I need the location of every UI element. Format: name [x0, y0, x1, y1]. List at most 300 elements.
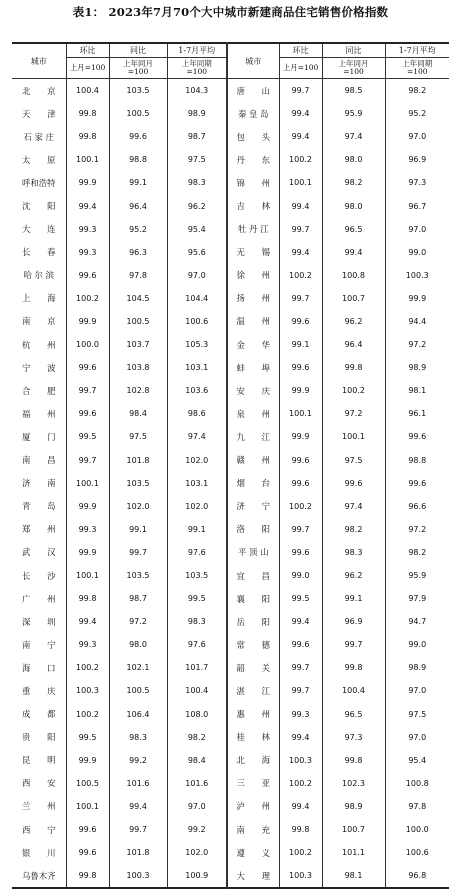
left-yoy-cell: 99.4 — [109, 795, 167, 818]
table-row — [12, 495, 449, 518]
left-avg-cell: 103.1 — [167, 356, 227, 379]
right-avg-cell: 98.1 — [385, 379, 449, 402]
right-avg-cell: 98.9 — [385, 656, 449, 679]
left-city-name-cell: 沈 阳 — [22, 201, 56, 212]
left-city-name-cell: 哈 尔 滨 — [23, 270, 54, 281]
left-city-name-cell: 合 肥 — [22, 385, 56, 396]
left-avg-cell: 99.5 — [167, 587, 227, 610]
left-city-name-cell: 海 口 — [22, 662, 56, 673]
left-city-name-cell: 西 安 — [22, 778, 56, 789]
left-city-name-cell: 太 原 — [22, 154, 56, 165]
right-mom-cell: 99.4 — [279, 795, 322, 818]
table-row — [12, 264, 449, 287]
left-yoy-cell: 99.1 — [109, 171, 167, 194]
left-yoy-cell: 101.8 — [109, 841, 167, 864]
right-yoy-cell: 100.7 — [322, 287, 385, 310]
right-mom-cell: 99.8 — [279, 818, 322, 841]
right-yoy-cell: 96.2 — [322, 310, 385, 333]
subheader-avg-right-line2: =100 — [406, 67, 428, 76]
left-city-name-cell: 西 宁 — [22, 824, 56, 835]
left-city-name-cell: 福 州 — [22, 408, 56, 419]
left-city-name-cell: 北 京 — [22, 85, 56, 96]
right-yoy-cell: 98.2 — [322, 518, 385, 541]
left-mom-cell: 99.9 — [66, 310, 109, 333]
right-avg-cell: 96.7 — [385, 194, 449, 217]
right-yoy-cell: 100.1 — [322, 425, 385, 448]
right-avg-cell: 97.9 — [385, 587, 449, 610]
right-mom-cell: 99.9 — [279, 425, 322, 448]
right-mom-cell: 100.1 — [279, 171, 322, 194]
left-city-name-cell: 深 圳 — [22, 616, 56, 627]
right-avg-cell: 97.0 — [385, 726, 449, 749]
table-row — [12, 656, 449, 679]
right-city-name-cell: 桂 林 — [227, 726, 279, 749]
left-mom-cell: 99.3 — [66, 518, 109, 541]
right-yoy-cell: 99.4 — [322, 241, 385, 264]
left-avg-cell: 102.0 — [167, 495, 227, 518]
table-row — [12, 287, 449, 310]
left-avg-cell: 98.3 — [167, 171, 227, 194]
right-yoy-cell: 98.0 — [322, 148, 385, 171]
price-index-table — [12, 42, 449, 889]
left-avg-cell: 97.5 — [167, 148, 227, 171]
right-mom-cell: 99.1 — [279, 333, 322, 356]
left-mom-cell: 100.2 — [66, 656, 109, 679]
left-mom-cell: 100.1 — [66, 148, 109, 171]
right-avg-cell: 94.7 — [385, 610, 449, 633]
right-mom-cell: 99.4 — [279, 241, 322, 264]
right-mom-cell: 100.2 — [279, 841, 322, 864]
subheader-yoy-left — [109, 58, 167, 79]
left-yoy-cell: 102.8 — [109, 379, 167, 402]
right-avg-cell: 99.0 — [385, 633, 449, 656]
subheader-yoy-right-line1: 上年同月 — [338, 58, 369, 68]
left-yoy-cell: 99.6 — [109, 125, 167, 148]
left-avg-cell: 99.2 — [167, 818, 227, 841]
right-city-name-cell: 唐 山 — [227, 79, 279, 103]
right-city-name-cell: 泸 州 — [227, 795, 279, 818]
subheader-avg-right — [385, 58, 449, 79]
left-city-name-cell: 兰 州 — [22, 801, 56, 812]
right-city-name-cell: 遵 义 — [227, 841, 279, 864]
right-city-name-cell: 北 海 — [227, 749, 279, 772]
header-avg-right: 1-7月平均 — [385, 43, 449, 58]
left-avg-cell: 96.2 — [167, 194, 227, 217]
right-city-name-cell: 扬 州 — [227, 287, 279, 310]
table-title: 表1： 2023年7月70个大中城市新建商品住宅销售价格指数 — [72, 5, 389, 19]
table-row — [12, 194, 449, 217]
left-avg-cell: 105.3 — [167, 333, 227, 356]
right-city-name-cell: 南 充 — [227, 818, 279, 841]
left-yoy-cell: 104.5 — [109, 287, 167, 310]
left-avg-cell: 103.6 — [167, 379, 227, 402]
right-mom-cell: 99.4 — [279, 125, 322, 148]
right-yoy-cell: 98.0 — [322, 194, 385, 217]
right-mom-cell: 99.7 — [279, 656, 322, 679]
header-yoy-left: 同比 — [109, 43, 167, 58]
right-city-name-cell: 九 江 — [227, 425, 279, 448]
left-avg-cell: 104.3 — [167, 79, 227, 103]
left-city-name-cell: 宁 波 — [22, 362, 56, 373]
left-yoy-cell: 106.4 — [109, 703, 167, 726]
table-row — [12, 102, 449, 125]
right-city-name-cell: 洛 阳 — [227, 518, 279, 541]
table-row — [12, 749, 449, 772]
left-city-name-cell: 青 岛 — [22, 501, 56, 512]
price-index-table-container — [12, 42, 449, 889]
right-mom-cell: 99.7 — [279, 679, 322, 702]
right-yoy-cell: 99.8 — [322, 356, 385, 379]
left-mom-cell: 100.2 — [66, 703, 109, 726]
left-avg-cell: 99.1 — [167, 518, 227, 541]
right-avg-cell: 97.0 — [385, 679, 449, 702]
right-city-name-cell: 安 庆 — [227, 379, 279, 402]
right-yoy-cell: 97.4 — [322, 125, 385, 148]
right-yoy-cell: 102.3 — [322, 772, 385, 795]
right-mom-cell: 99.0 — [279, 564, 322, 587]
right-yoy-cell: 98.9 — [322, 795, 385, 818]
right-avg-cell: 98.8 — [385, 449, 449, 472]
right-mom-cell: 99.4 — [279, 194, 322, 217]
left-city-name-cell: 长 沙 — [22, 570, 56, 581]
subheader-yoy-left-line1: 上年同月 — [123, 58, 153, 68]
left-yoy-cell: 97.5 — [109, 425, 167, 448]
left-mom-cell: 99.5 — [66, 726, 109, 749]
left-yoy-cell: 102.1 — [109, 656, 167, 679]
left-city-name-cell: 乌鲁木齐 — [22, 870, 56, 881]
right-mom-cell: 99.6 — [279, 633, 322, 656]
subheader-mom-left: 上月=100 — [66, 58, 109, 79]
table-row — [12, 587, 449, 610]
table-row — [12, 241, 449, 264]
right-avg-cell: 99.0 — [385, 241, 449, 264]
left-city-name-cell: 杭 州 — [22, 339, 56, 350]
left-yoy-cell: 98.4 — [109, 402, 167, 425]
subheader-avg-left-line1: 上年同期 — [181, 58, 212, 68]
right-city-name-cell: 常 德 — [227, 633, 279, 656]
left-mom-cell: 100.5 — [66, 772, 109, 795]
right-avg-cell: 97.2 — [385, 333, 449, 356]
right-city-name-cell: 岳 阳 — [227, 610, 279, 633]
right-avg-cell: 97.2 — [385, 518, 449, 541]
right-avg-cell: 96.1 — [385, 402, 449, 425]
left-mom-cell: 99.8 — [66, 125, 109, 148]
left-mom-cell: 99.5 — [66, 425, 109, 448]
right-mom-cell: 100.1 — [279, 402, 322, 425]
right-avg-cell: 99.6 — [385, 425, 449, 448]
table-row — [12, 79, 449, 103]
left-city-name-cell: 成 都 — [22, 709, 56, 720]
left-city-name-cell: 厦 门 — [22, 431, 56, 442]
left-avg-cell: 102.0 — [167, 449, 227, 472]
left-avg-cell: 101.6 — [167, 772, 227, 795]
right-mom-cell: 99.4 — [279, 726, 322, 749]
right-avg-cell: 96.6 — [385, 495, 449, 518]
right-yoy-cell: 99.6 — [322, 472, 385, 495]
right-city-name-cell: 三 亚 — [227, 772, 279, 795]
right-mom-cell: 100.3 — [279, 749, 322, 772]
right-mom-cell: 100.3 — [279, 864, 322, 888]
right-avg-cell: 96.9 — [385, 148, 449, 171]
right-avg-cell: 97.0 — [385, 125, 449, 148]
right-city-name-cell: 襄 阳 — [227, 587, 279, 610]
header-mom-left: 环比 — [66, 43, 109, 58]
left-yoy-cell: 101.6 — [109, 772, 167, 795]
subheader-yoy-right — [322, 58, 385, 79]
table-row — [12, 795, 449, 818]
right-avg-cell: 97.5 — [385, 703, 449, 726]
right-yoy-cell: 97.2 — [322, 402, 385, 425]
left-yoy-cell: 103.8 — [109, 356, 167, 379]
left-yoy-cell: 99.1 — [109, 518, 167, 541]
subheader-yoy-left-line2: =100 — [127, 67, 149, 76]
left-city-name-cell: 重 庆 — [22, 685, 56, 696]
right-mom-cell: 99.6 — [279, 541, 322, 564]
right-yoy-cell: 95.9 — [322, 102, 385, 125]
left-mom-cell: 99.8 — [66, 587, 109, 610]
left-avg-cell: 97.0 — [167, 264, 227, 287]
left-mom-cell: 99.8 — [66, 102, 109, 125]
left-mom-cell: 99.4 — [66, 194, 109, 217]
left-mom-cell: 100.4 — [66, 79, 109, 103]
left-avg-cell: 108.0 — [167, 703, 227, 726]
subheader-avg-left — [167, 58, 227, 79]
left-avg-cell: 97.0 — [167, 795, 227, 818]
left-mom-cell: 99.6 — [66, 818, 109, 841]
left-mom-cell: 99.4 — [66, 610, 109, 633]
left-mom-cell: 99.6 — [66, 264, 109, 287]
left-yoy-cell: 100.3 — [109, 864, 167, 888]
left-mom-cell: 99.9 — [66, 541, 109, 564]
header-city-right: 城市 — [227, 43, 279, 79]
right-mom-cell: 99.6 — [279, 449, 322, 472]
table-row — [12, 564, 449, 587]
left-avg-cell: 100.6 — [167, 310, 227, 333]
table-row — [12, 310, 449, 333]
table-row — [12, 171, 449, 194]
left-yoy-cell: 103.5 — [109, 472, 167, 495]
header-mom-right: 环比 — [279, 43, 322, 58]
right-city-name-cell: 锦 州 — [227, 171, 279, 194]
right-mom-cell: 99.7 — [279, 79, 322, 103]
right-mom-cell: 100.2 — [279, 148, 322, 171]
left-city-name-cell: 贵 阳 — [22, 732, 56, 743]
right-mom-cell: 99.3 — [279, 703, 322, 726]
right-avg-cell: 100.6 — [385, 841, 449, 864]
right-city-name-cell: 赣 州 — [227, 449, 279, 472]
left-mom-cell: 99.9 — [66, 749, 109, 772]
right-mom-cell: 99.7 — [279, 287, 322, 310]
right-yoy-cell: 100.4 — [322, 679, 385, 702]
left-mom-cell: 99.3 — [66, 218, 109, 241]
right-avg-cell: 95.4 — [385, 749, 449, 772]
table-header — [12, 43, 449, 79]
left-city-name-cell: 南 昌 — [22, 455, 56, 466]
table-row — [12, 402, 449, 425]
right-mom-cell: 100.2 — [279, 495, 322, 518]
right-avg-cell: 97.0 — [385, 218, 449, 241]
header-city-left: 城市 — [12, 43, 66, 79]
right-yoy-cell: 99.7 — [322, 633, 385, 656]
right-yoy-cell: 99.8 — [322, 749, 385, 772]
right-city-name-cell: 宜 昌 — [227, 564, 279, 587]
right-yoy-cell: 96.5 — [322, 218, 385, 241]
subheader-mom-right: 上月=100 — [279, 58, 322, 79]
table-body — [12, 79, 449, 889]
left-mom-cell: 99.8 — [66, 864, 109, 888]
left-mom-cell: 99.9 — [66, 171, 109, 194]
right-yoy-cell: 96.4 — [322, 333, 385, 356]
right-yoy-cell: 100.7 — [322, 818, 385, 841]
table-row — [12, 864, 449, 888]
left-city-name-cell: 广 州 — [22, 593, 56, 604]
right-city-name-cell: 秦 皇 岛 — [227, 102, 279, 125]
right-avg-cell: 100.8 — [385, 772, 449, 795]
right-yoy-cell: 97.5 — [322, 449, 385, 472]
right-yoy-cell: 96.9 — [322, 610, 385, 633]
left-yoy-cell: 95.2 — [109, 218, 167, 241]
right-mom-cell: 100.2 — [279, 772, 322, 795]
left-yoy-cell: 101.8 — [109, 449, 167, 472]
table-row — [12, 472, 449, 495]
right-avg-cell: 98.9 — [385, 356, 449, 379]
right-city-name-cell: 平 顶 山 — [227, 541, 279, 564]
table-row — [12, 518, 449, 541]
right-city-name-cell: 徐 州 — [227, 264, 279, 287]
right-city-name-cell: 济 宁 — [227, 495, 279, 518]
left-avg-cell: 104.4 — [167, 287, 227, 310]
left-city-name-cell: 大 连 — [22, 224, 56, 235]
left-avg-cell: 95.4 — [167, 218, 227, 241]
left-avg-cell: 98.2 — [167, 726, 227, 749]
left-city-name-cell: 长 春 — [22, 247, 56, 258]
left-city-name-cell: 石 家 庄 — [23, 131, 54, 142]
table-row — [12, 841, 449, 864]
right-yoy-cell: 100.8 — [322, 264, 385, 287]
right-yoy-cell: 101.1 — [322, 841, 385, 864]
left-avg-cell: 97.4 — [167, 425, 227, 448]
right-mom-cell: 99.4 — [279, 102, 322, 125]
left-yoy-cell: 103.7 — [109, 333, 167, 356]
right-avg-cell: 100.0 — [385, 818, 449, 841]
table-row — [12, 148, 449, 171]
left-yoy-cell: 97.2 — [109, 610, 167, 633]
right-mom-cell: 99.5 — [279, 587, 322, 610]
right-city-name-cell: 金 华 — [227, 333, 279, 356]
right-avg-cell: 95.9 — [385, 564, 449, 587]
right-city-name-cell: 牡 丹 江 — [227, 218, 279, 241]
left-yoy-cell: 96.3 — [109, 241, 167, 264]
left-mom-cell: 99.7 — [66, 379, 109, 402]
right-mom-cell: 99.9 — [279, 379, 322, 402]
left-yoy-cell: 103.5 — [109, 564, 167, 587]
left-avg-cell: 98.4 — [167, 749, 227, 772]
left-yoy-cell: 99.7 — [109, 818, 167, 841]
left-avg-cell: 102.0 — [167, 841, 227, 864]
left-avg-cell: 98.3 — [167, 610, 227, 633]
left-mom-cell: 99.7 — [66, 449, 109, 472]
left-yoy-cell: 103.5 — [109, 79, 167, 103]
right-avg-cell: 97.8 — [385, 795, 449, 818]
table-row — [12, 726, 449, 749]
table-row — [12, 449, 449, 472]
right-yoy-cell: 98.5 — [322, 79, 385, 103]
left-city-name-cell: 济 南 — [22, 478, 56, 489]
right-mom-cell: 99.7 — [279, 218, 322, 241]
table-row — [12, 541, 449, 564]
right-mom-cell: 99.4 — [279, 610, 322, 633]
right-city-name-cell: 吉 林 — [227, 194, 279, 217]
left-yoy-cell: 100.5 — [109, 679, 167, 702]
left-yoy-cell: 100.5 — [109, 310, 167, 333]
table-row — [12, 125, 449, 148]
right-yoy-cell: 96.5 — [322, 703, 385, 726]
table-row — [12, 633, 449, 656]
table-row — [12, 703, 449, 726]
left-yoy-cell: 96.4 — [109, 194, 167, 217]
right-mom-cell: 100.2 — [279, 264, 322, 287]
left-mom-cell: 99.3 — [66, 241, 109, 264]
left-city-name-cell: 银 川 — [22, 847, 56, 858]
left-mom-cell: 99.6 — [66, 356, 109, 379]
right-yoy-cell: 97.3 — [322, 726, 385, 749]
right-avg-cell: 99.9 — [385, 287, 449, 310]
right-avg-cell: 98.2 — [385, 541, 449, 564]
left-mom-cell: 100.3 — [66, 679, 109, 702]
right-mom-cell: 99.6 — [279, 472, 322, 495]
header-yoy-right: 同比 — [322, 43, 385, 58]
right-city-name-cell: 温 州 — [227, 310, 279, 333]
subheader-avg-left-line2: =100 — [186, 67, 208, 76]
left-yoy-cell: 97.8 — [109, 264, 167, 287]
left-avg-cell: 100.4 — [167, 679, 227, 702]
left-mom-cell: 100.2 — [66, 287, 109, 310]
table-row — [12, 333, 449, 356]
left-city-name-cell: 昆 明 — [22, 755, 56, 766]
left-yoy-cell: 99.2 — [109, 749, 167, 772]
left-mom-cell: 100.1 — [66, 472, 109, 495]
left-mom-cell: 100.1 — [66, 564, 109, 587]
left-avg-cell: 95.6 — [167, 241, 227, 264]
right-yoy-cell: 100.2 — [322, 379, 385, 402]
left-mom-cell: 100.1 — [66, 795, 109, 818]
left-city-name-cell: 上 海 — [22, 293, 56, 304]
subheader-avg-right-line1: 上年同期 — [402, 58, 433, 68]
left-city-name-cell: 呼和浩特 — [22, 177, 56, 188]
left-mom-cell: 100.0 — [66, 333, 109, 356]
right-avg-cell: 100.3 — [385, 264, 449, 287]
left-avg-cell: 97.6 — [167, 633, 227, 656]
left-avg-cell: 103.5 — [167, 564, 227, 587]
right-mom-cell: 99.6 — [279, 310, 322, 333]
table-row — [12, 610, 449, 633]
right-avg-cell: 94.4 — [385, 310, 449, 333]
left-yoy-cell: 98.7 — [109, 587, 167, 610]
left-mom-cell: 99.6 — [66, 402, 109, 425]
right-city-name-cell: 包 头 — [227, 125, 279, 148]
table-row — [12, 679, 449, 702]
right-avg-cell: 96.8 — [385, 864, 449, 888]
left-yoy-cell: 98.0 — [109, 633, 167, 656]
table-row — [12, 379, 449, 402]
right-city-name-cell: 韶 关 — [227, 656, 279, 679]
left-city-name-cell: 武 汉 — [22, 547, 56, 558]
table-row — [12, 772, 449, 795]
right-yoy-cell: 99.1 — [322, 587, 385, 610]
right-yoy-cell: 98.2 — [322, 171, 385, 194]
right-mom-cell: 99.7 — [279, 518, 322, 541]
table-row — [12, 425, 449, 448]
